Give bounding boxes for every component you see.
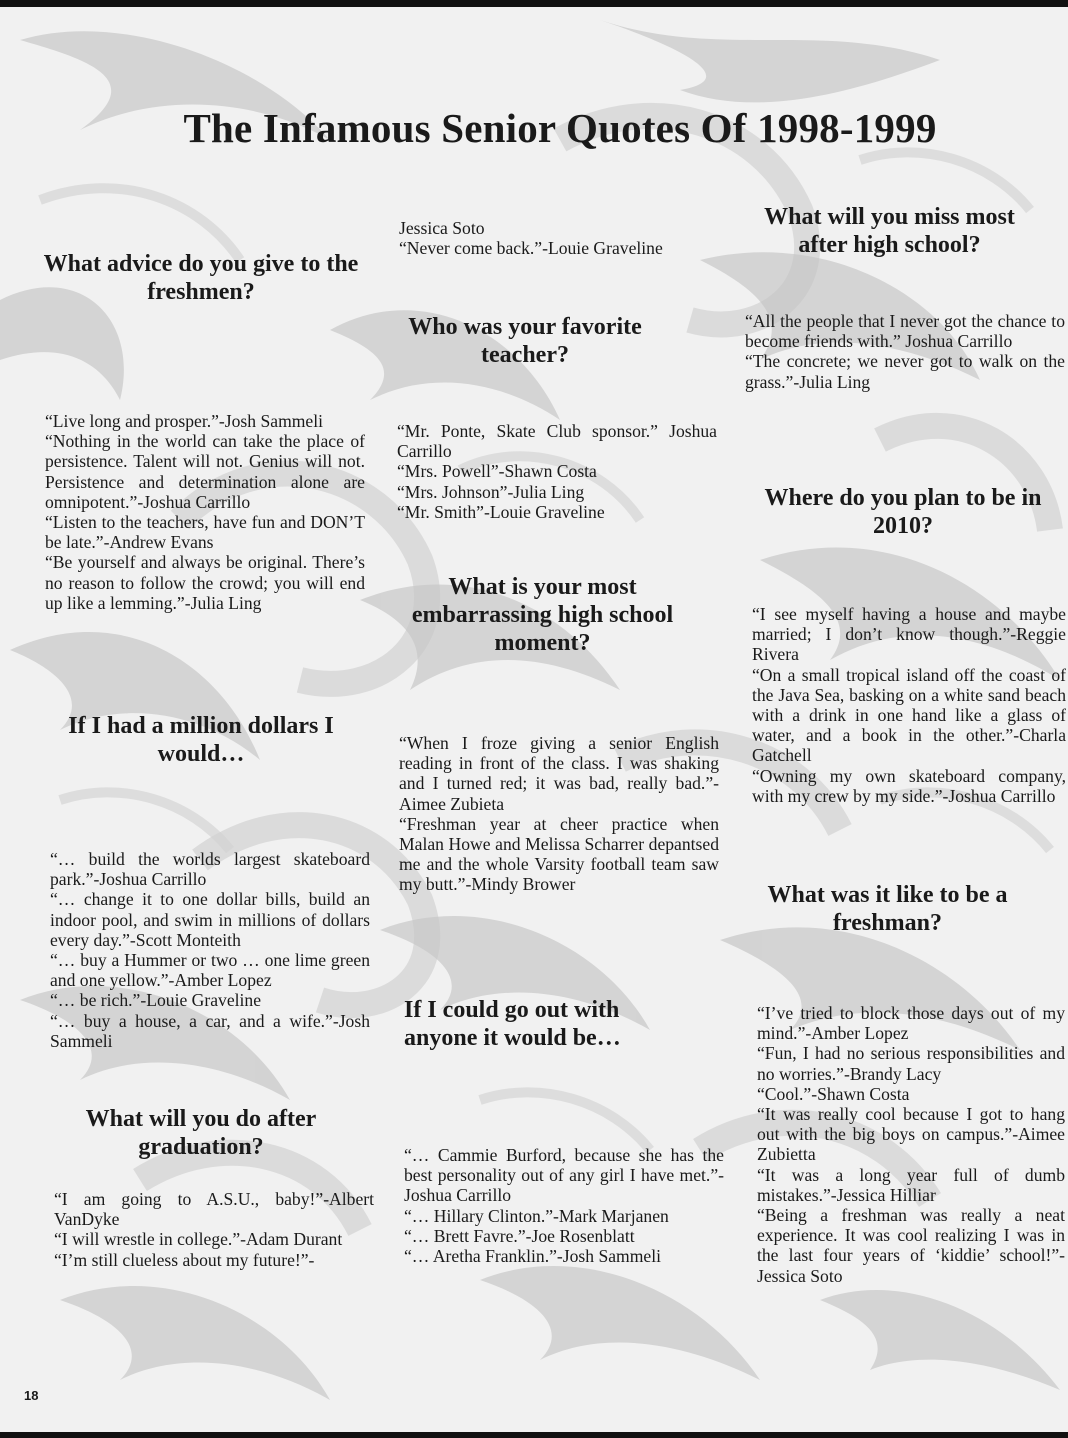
answer: “I’m still clueless about my future!”- [54,1249,315,1270]
answer: “I see myself having a house and maybe married; I don’t know though.”-Reggie Rivera [752,604,1066,665]
question-after-graduation: What will you do after graduation? [85,1106,317,1160]
question-miss: What will you miss most after high school? [764,204,1015,258]
answer: “Live long and prosper.”-Josh Sammeli [45,411,324,431]
question-teacher: Who was your favorite teacher? [408,314,642,368]
answer: “… buy a Hummer or two … one lime green and one yellow.”-Amber Lopez [50,950,370,991]
answer: “It was a long year full of dumb mistakes.”-Jessica Hilliar [757,1164,1065,1205]
answer: “… buy a house, a car, and a wife.”-Josh Sammeli [50,1010,370,1051]
answer: “Being a freshman was really a neat experience. It was cool realizing I was in the last four years of ‘kiddie’ school!”-Jessica Soto [757,1205,1065,1286]
question-freshman: What was it like to be a freshman? [767,882,1008,936]
answers-teacher [397,421,717,522]
question-advice: What advice do you give to the freshmen? [43,251,359,305]
answers-after-graduation-continued [399,218,719,258]
question-million: If I had a million dollars I would… [68,713,334,767]
answer: “It was really cool because I got to hang out with the big boys on campus.”-Aimee Zubietta [757,1104,1065,1165]
answers-million [50,849,370,1051]
answer: “Mr. Smith”-Louie Graveline [397,501,605,522]
answer: “Mrs. Powell”-Shawn Costa [397,461,597,482]
question-go-out: If I could go out with anyone it would be… [404,997,621,1051]
answer: “Cool.”-Shawn Costa [757,1083,910,1104]
answer: “… be rich.”-Louie Graveline [50,990,262,1011]
answer: “Listen to the teachers, have fun and DON’T be late.”-Andrew Evans [45,512,365,553]
answer: “The concrete; we never got to walk on the grass.”-Julia Ling [745,351,1065,392]
answer: “Freshman year at cheer practice when Malan Howe and Melissa Scharrer depantsed me and the whole Varsity football team saw my butt.”-Mindy Brower [399,813,719,895]
answer: Jessica Soto [399,218,485,238]
answers-advice [45,411,365,613]
answers-miss [745,311,1065,392]
answer: “… Cammie Burford, because she has the best personality out of any girl I have met.”-Joshua Carrillo [404,1145,724,1206]
answer: “Fun, I had no serious responsibilities and no worries.”-Brandy Lacy [757,1043,1065,1084]
answer: “Never come back.”-Louie Graveline [399,238,663,259]
page-number: 18 [24,1388,39,1403]
bottom-border [0,1432,1068,1438]
answer: “When I froze giving a senior English reading in front of the class. I was shaking and I turned red; it was bad, really bad.”-Aimee Zubieta [399,733,719,814]
answer: “… change it to one dollar bills, build an indoor pool, and swim in millions of dollars every day.”-Scott Monteith [50,889,370,950]
answers-plan-2010 [752,604,1066,806]
answers-go-out [404,1145,724,1266]
answer: “I’ve tried to block those days out of my mind.”-Amber Lopez [757,1003,1065,1044]
answer: “… build the worlds largest skateboard park.”-Joshua Carrillo [50,849,370,890]
question-plan-2010: Where do you plan to be in 2010? [764,485,1042,539]
answer: “Mr. Ponte, Skate Club sponsor.” Joshua Carrillo [397,421,717,462]
answers-after-graduation [54,1189,374,1270]
answer: “I will wrestle in college.”-Adam Durant [54,1229,343,1250]
answer: “I am going to A.S.U., baby!”-Albert VanDyke [54,1189,374,1230]
answer: “Nothing in the world can take the place of persistence. Talent will not. Genius will not. Persistence and determination alone are omnipotent.”-Joshua Carrillo [45,431,365,512]
answer: “… Hillary Clinton.”-Mark Marjanen [404,1205,669,1226]
answers-embarrassing [399,733,719,895]
answer: “Mrs. Johnson”-Julia Ling [397,481,585,502]
answer: “Owning my own skateboard company, with my crew by my side.”-Joshua Carrillo [752,765,1066,806]
answers-freshman [757,1003,1065,1286]
answer: “All the people that I never got the chance to become friends with.” Joshua Carrillo [745,311,1065,352]
answer: “… Aretha Franklin.”-Josh Sammeli [404,1246,662,1267]
answer: “… Brett Favre.”-Joe Rosenblatt [404,1225,635,1246]
top-border [0,0,1068,7]
answer: “On a small tropical island off the coast of the Java Sea, basking on a white sand beach with a drink in one hand like a glass of water, and a book in the other.”-Charla Gatchell [752,664,1066,766]
answer: “Be yourself and always be original. There’s no reason to follow the crowd; you will end up like a lemming.”-Julia Ling [45,552,365,613]
question-embarrassing: What is your most embarrassing high school moment? [411,574,674,656]
page-title: The Infamous Senior Quotes Of 1998-1999 [183,105,937,151]
